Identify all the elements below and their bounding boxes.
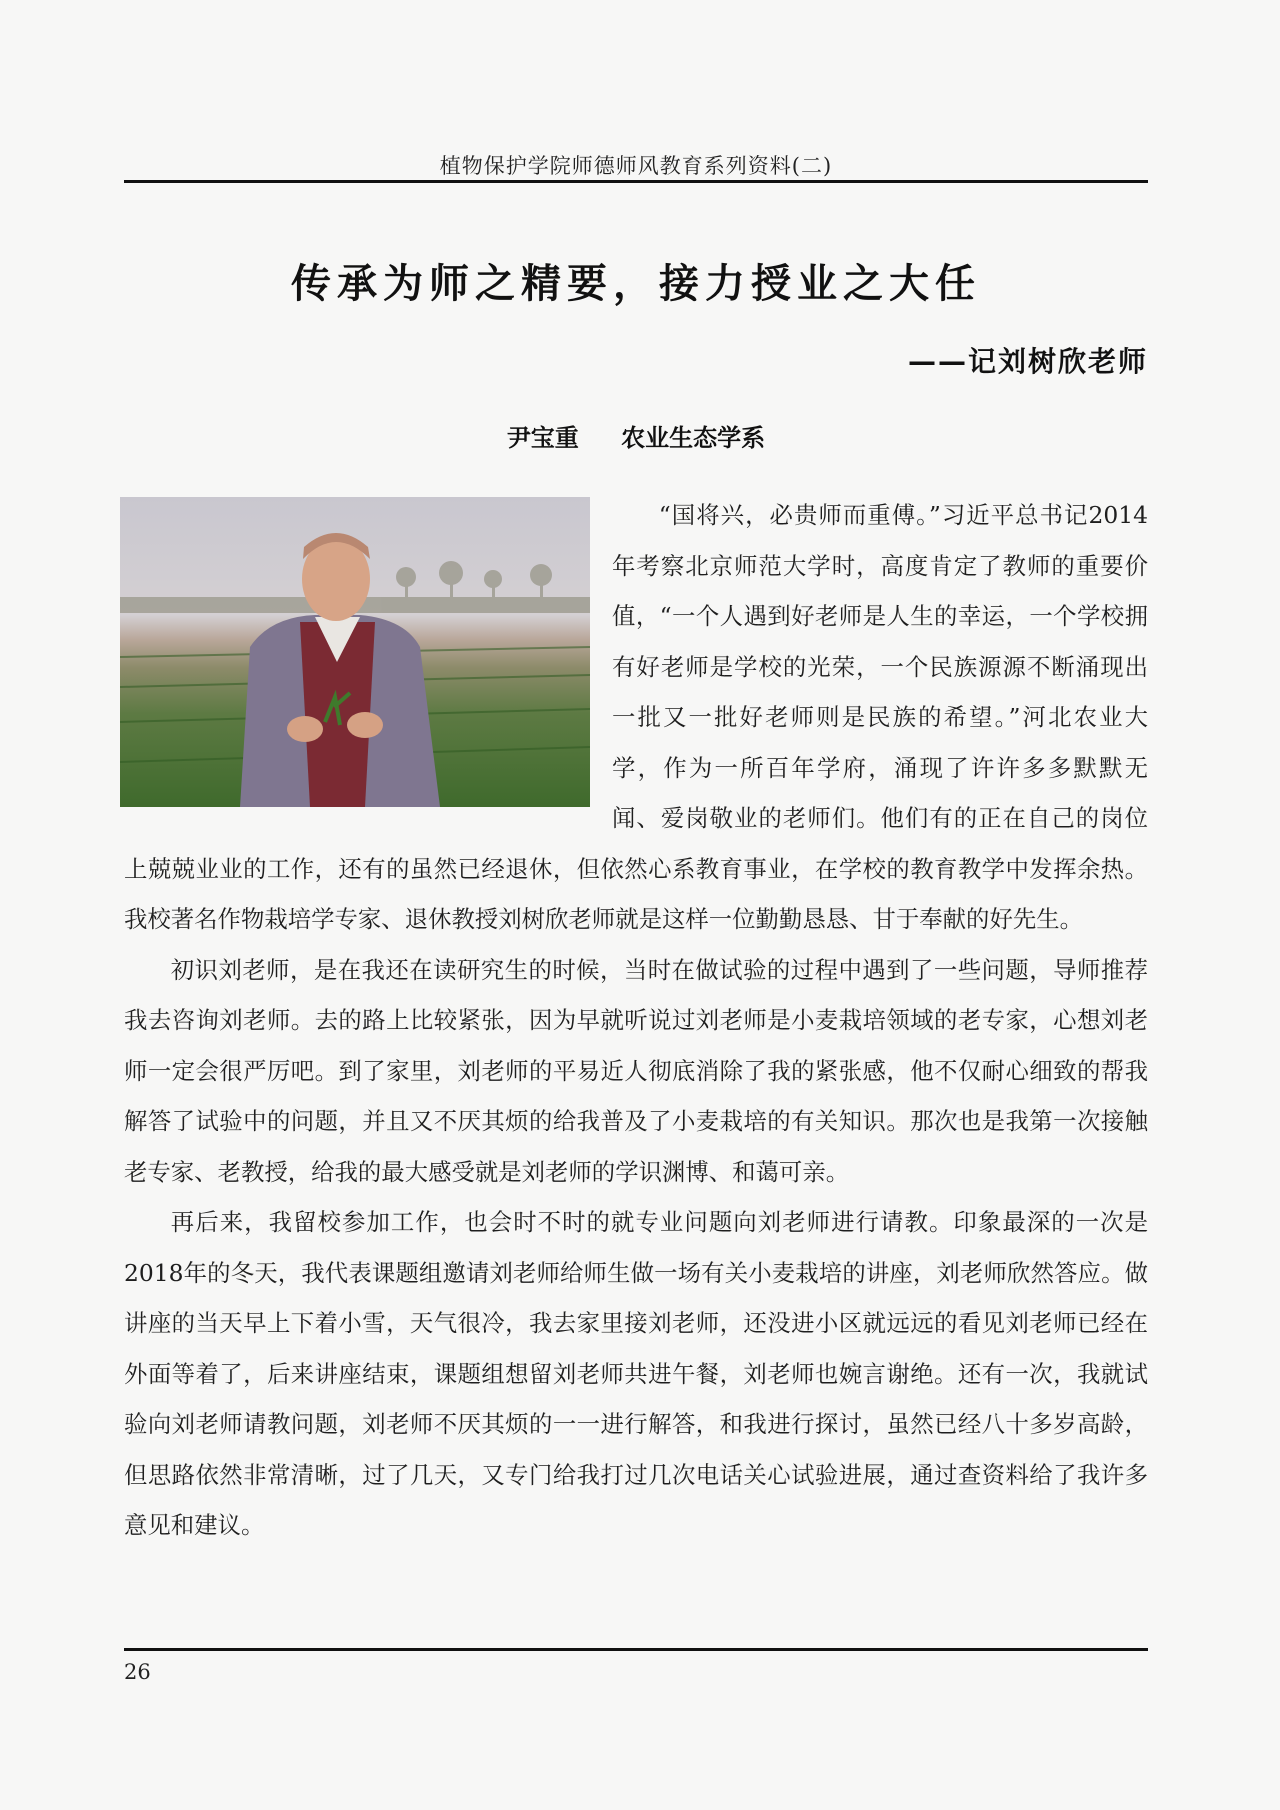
article-body	[124, 490, 1148, 1551]
paragraph-3: 再后来，我留校参加工作，也会时不时的就专业问题向刘老师进行请教。印象最深的一次是2018年的冬天，我代表课题组邀请刘老师给师生做一场有关小麦栽培的讲座，刘老师欣然答应。做讲座的当天早上下着小雪，天气很冷，我去家里接刘老师，还没进小区就远远的看见刘老师已经在外面等着了，后来讲座结束，课题组想留刘老师共进午餐，刘老师也婉言谢绝。还有一次，我就试验向刘老师请教问题，刘老师不厌其烦的一一进行解答，和我进行探讨，虽然已经八十多岁高龄，但思路依然非常清晰，过了几天，又专门给我打过几次电话关心试验进展，通过查资料给了我许多意见和建议。	[124, 1208, 1148, 1539]
byline	[124, 418, 1148, 453]
photo-wrap-space	[124, 498, 612, 818]
running-header: 植物保护学院师德师风教育系列资料(二)	[439, 154, 833, 178]
article-title: 传承为师之精要，接力授业之大任	[291, 261, 981, 307]
author-name: 尹宝重	[506, 424, 579, 452]
page-number: 26	[124, 1660, 151, 1684]
author-department: 农业生态学系	[621, 424, 766, 452]
footer-rule	[124, 1648, 1148, 1651]
article-subtitle: ——记刘树欣老师	[907, 345, 1148, 378]
paragraph-1: “国将兴，必贵师而重傅。”习近平总书记2014年考察北京师范大学时，高度肯定了教师的重要价值，“一个人遇到好老师是人生的幸运，一个学校拥有好老师是学校的光荣，一个民族源源不断涌现出一批又一批好老师则是民族的希望。”河北农业大学，作为一所百年学府，涌现了许许多多默默无闻、爱岗敬业的老师们。他们有的正在自己的岗位上兢兢业业的工作，还有的虽然已经退休，但依然心系教育事业，在学校的教育教学中发挥余热。我校著名作物栽培学专家、退休教授刘树欣老师就是这样一位勤勤恳恳、甘于奉献的好先生。	[124, 501, 1148, 933]
header-rule	[124, 180, 1148, 183]
paragraph-2: 初识刘老师，是在我还在读研究生的时候，当时在做试验的过程中遇到了一些问题，导师推荐我去咨询刘老师。去的路上比较紧张，因为早就听说过刘老师是小麦栽培领域的老专家，心想刘老师一定会很严厉吧。到了家里，刘老师的平易近人彻底消除了我的紧张感，他不仅耐心细致的帮我解答了试验中的问题，并且又不厌其烦的给我普及了小麦栽培的有关知识。那次也是我第一次接触老专家、老教授，给我的最大感受就是刘老师的学识渊博、和蔼可亲。	[124, 955, 1148, 1186]
